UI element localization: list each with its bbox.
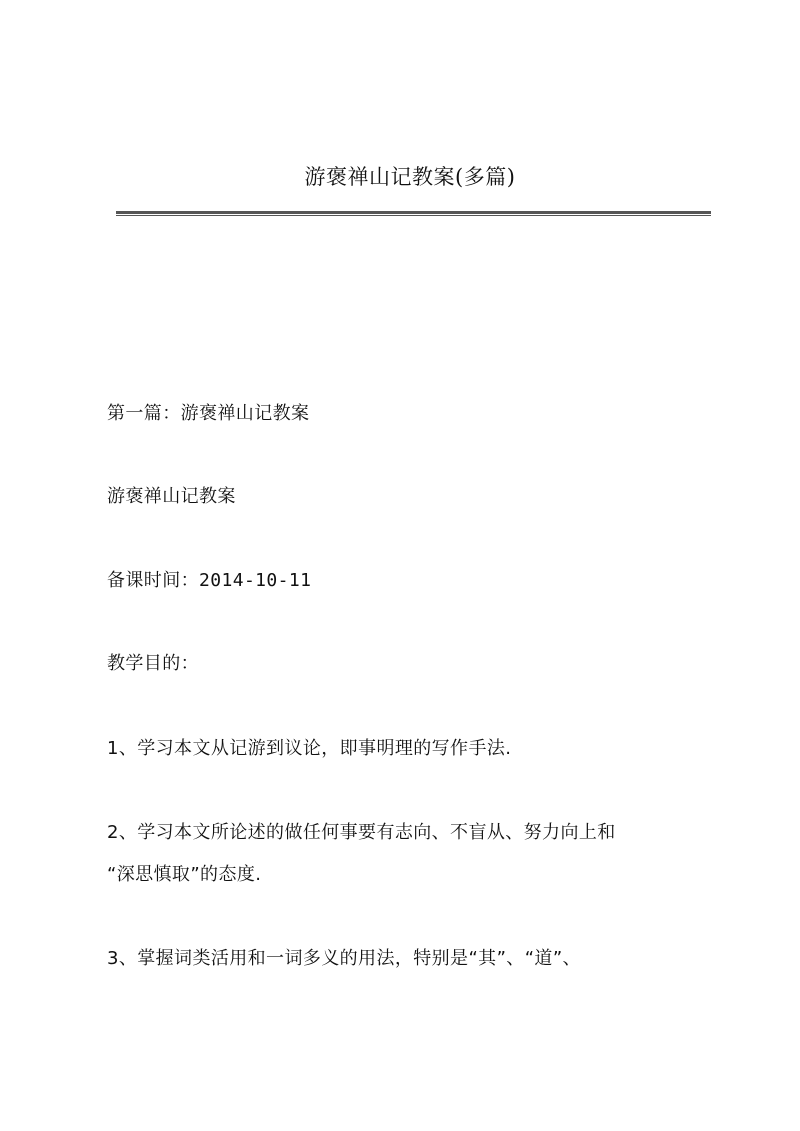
objectives-heading: 教学目的： bbox=[107, 653, 199, 674]
section-heading: 第一篇：游褒禅山记教案 bbox=[107, 403, 310, 424]
objective-item-1: 1、学习本文从记游到议论，即事明理的写作手法. bbox=[107, 738, 512, 759]
lesson-title: 游褒禅山记教案 bbox=[107, 486, 236, 507]
title-divider bbox=[116, 211, 711, 216]
prep-date: 备课时间：2014-10-11 bbox=[107, 570, 312, 591]
objective-item-2: 2、学习本文所论述的做任何事要有志向、不盲从、努力向上和 bbox=[107, 822, 616, 843]
objective-item-3: 3、掌握词类活用和一词多义的用法，特别是“其”、“道”、 bbox=[107, 948, 581, 969]
objective-item-2-continued: “深思慎取”的态度. bbox=[107, 864, 262, 885]
page-title: 游褒禅山记教案(多篇) bbox=[304, 165, 516, 189]
